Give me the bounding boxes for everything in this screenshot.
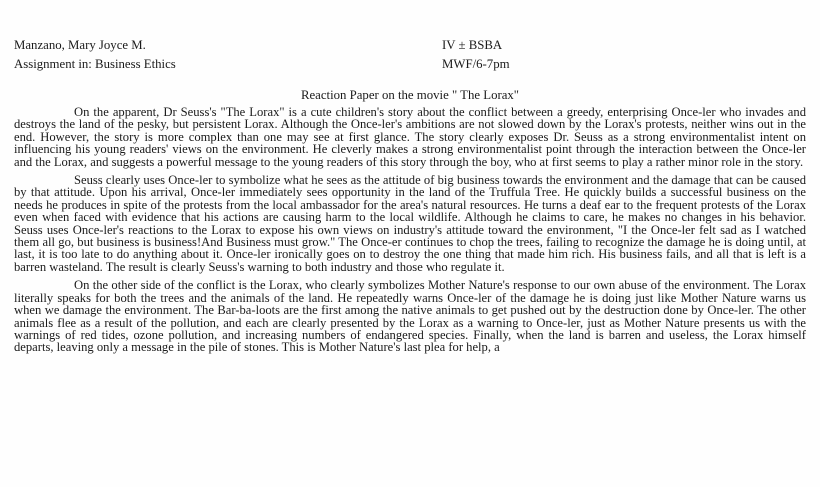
header-row-assignment <box>14 58 806 77</box>
paragraph-1: On the apparent, Dr Seuss's "The Lorax" is a cute children's story about the conflict between a greedy, enterprising Once-ler who invades and destroys the land of the pesky, but persistent Lorax. Although the Once-ler's ambitions are not slowed down by the Lorax's protests, neither wins out in the end. However, the story is more complex than one may see at first glance. The story clearly exposes Dr. Seuss as a strong environmentalist intent on influencing his young readers' views on the environment. He cleverly makes a strong environmentalist point through the interaction between the Once-ler and the Lorax, and suggests a powerful message to the young readers of this story through the boy, who at first seems to play a rather minor role in the story. <box>14 105 806 169</box>
document-header <box>14 39 806 77</box>
header-row-name <box>14 39 806 58</box>
assignment-subject: Assignment in: Business Ethics <box>14 57 176 71</box>
document-body <box>14 106 806 360</box>
paragraph-2: Seuss clearly uses Once-ler to symbolize what he sees as the attitude of big business towards the environment and the damage that can be caused by that attitude. Upon his arrival, Once-ler immediately sees opportunity in the land of the Truffula Tree. He quickly builds a successful business on the needs he produces in spite of the protests from the local ambassador for the area's natural resources. He turns a deaf ear to the frequent protests of the Lorax even when faced with evidence that his actions are causing harm to the local wildlife. Although he claims to care, he makes no changes in his behavior. Seuss uses Once-ler's reactions to the Lorax to expose his own views on industry's attitude toward the environment, "I the Once-ler felt sad as I watched them all go, but business is business!And Business must grow." The Once-er continues to chop the trees, failing to recognize the damage he is doing until, at last, it is too late to do anything about it. Once-ler ironically goes on to destroy the one thing that made him rich. His business fails, and all that is left is a barren wasteland. The result is clearly Seuss's warning to both industry and those who regulate it. <box>14 173 806 274</box>
class-schedule: MWF/6-7pm <box>442 57 510 71</box>
paragraph-3: On the other side of the conflict is the Lorax, who clearly symbolizes Mother Nature's response to our own abuse of the environment. The Lorax literally speaks for both the trees and the animals of the land. He repeatedly warns Once-ler of the damage he is doing just like Mother Nature warns us when we damage the environment. The Bar-ba-loots are the first among the native animals to get pushed out by the destruction done by Once-ler. The other animals flee as a result of the pollution, and each are clearly presented by the Lorax as a warning to Once-ler, just as Mother Nature presents us with the warnings of red tides, ozone pollution, and increasing numbers of endangered species. Finally, when the land is barren and useless, the Lorax himself departs, leaving only a message in the pile of stones. This is Mother Nature's last plea for help, a <box>14 278 806 355</box>
student-name: Manzano, Mary Joyce M. <box>14 38 146 52</box>
paper-title: Reaction Paper on the movie " The Lorax" <box>300 88 520 102</box>
student-section: IV ± BSBA <box>442 38 503 52</box>
